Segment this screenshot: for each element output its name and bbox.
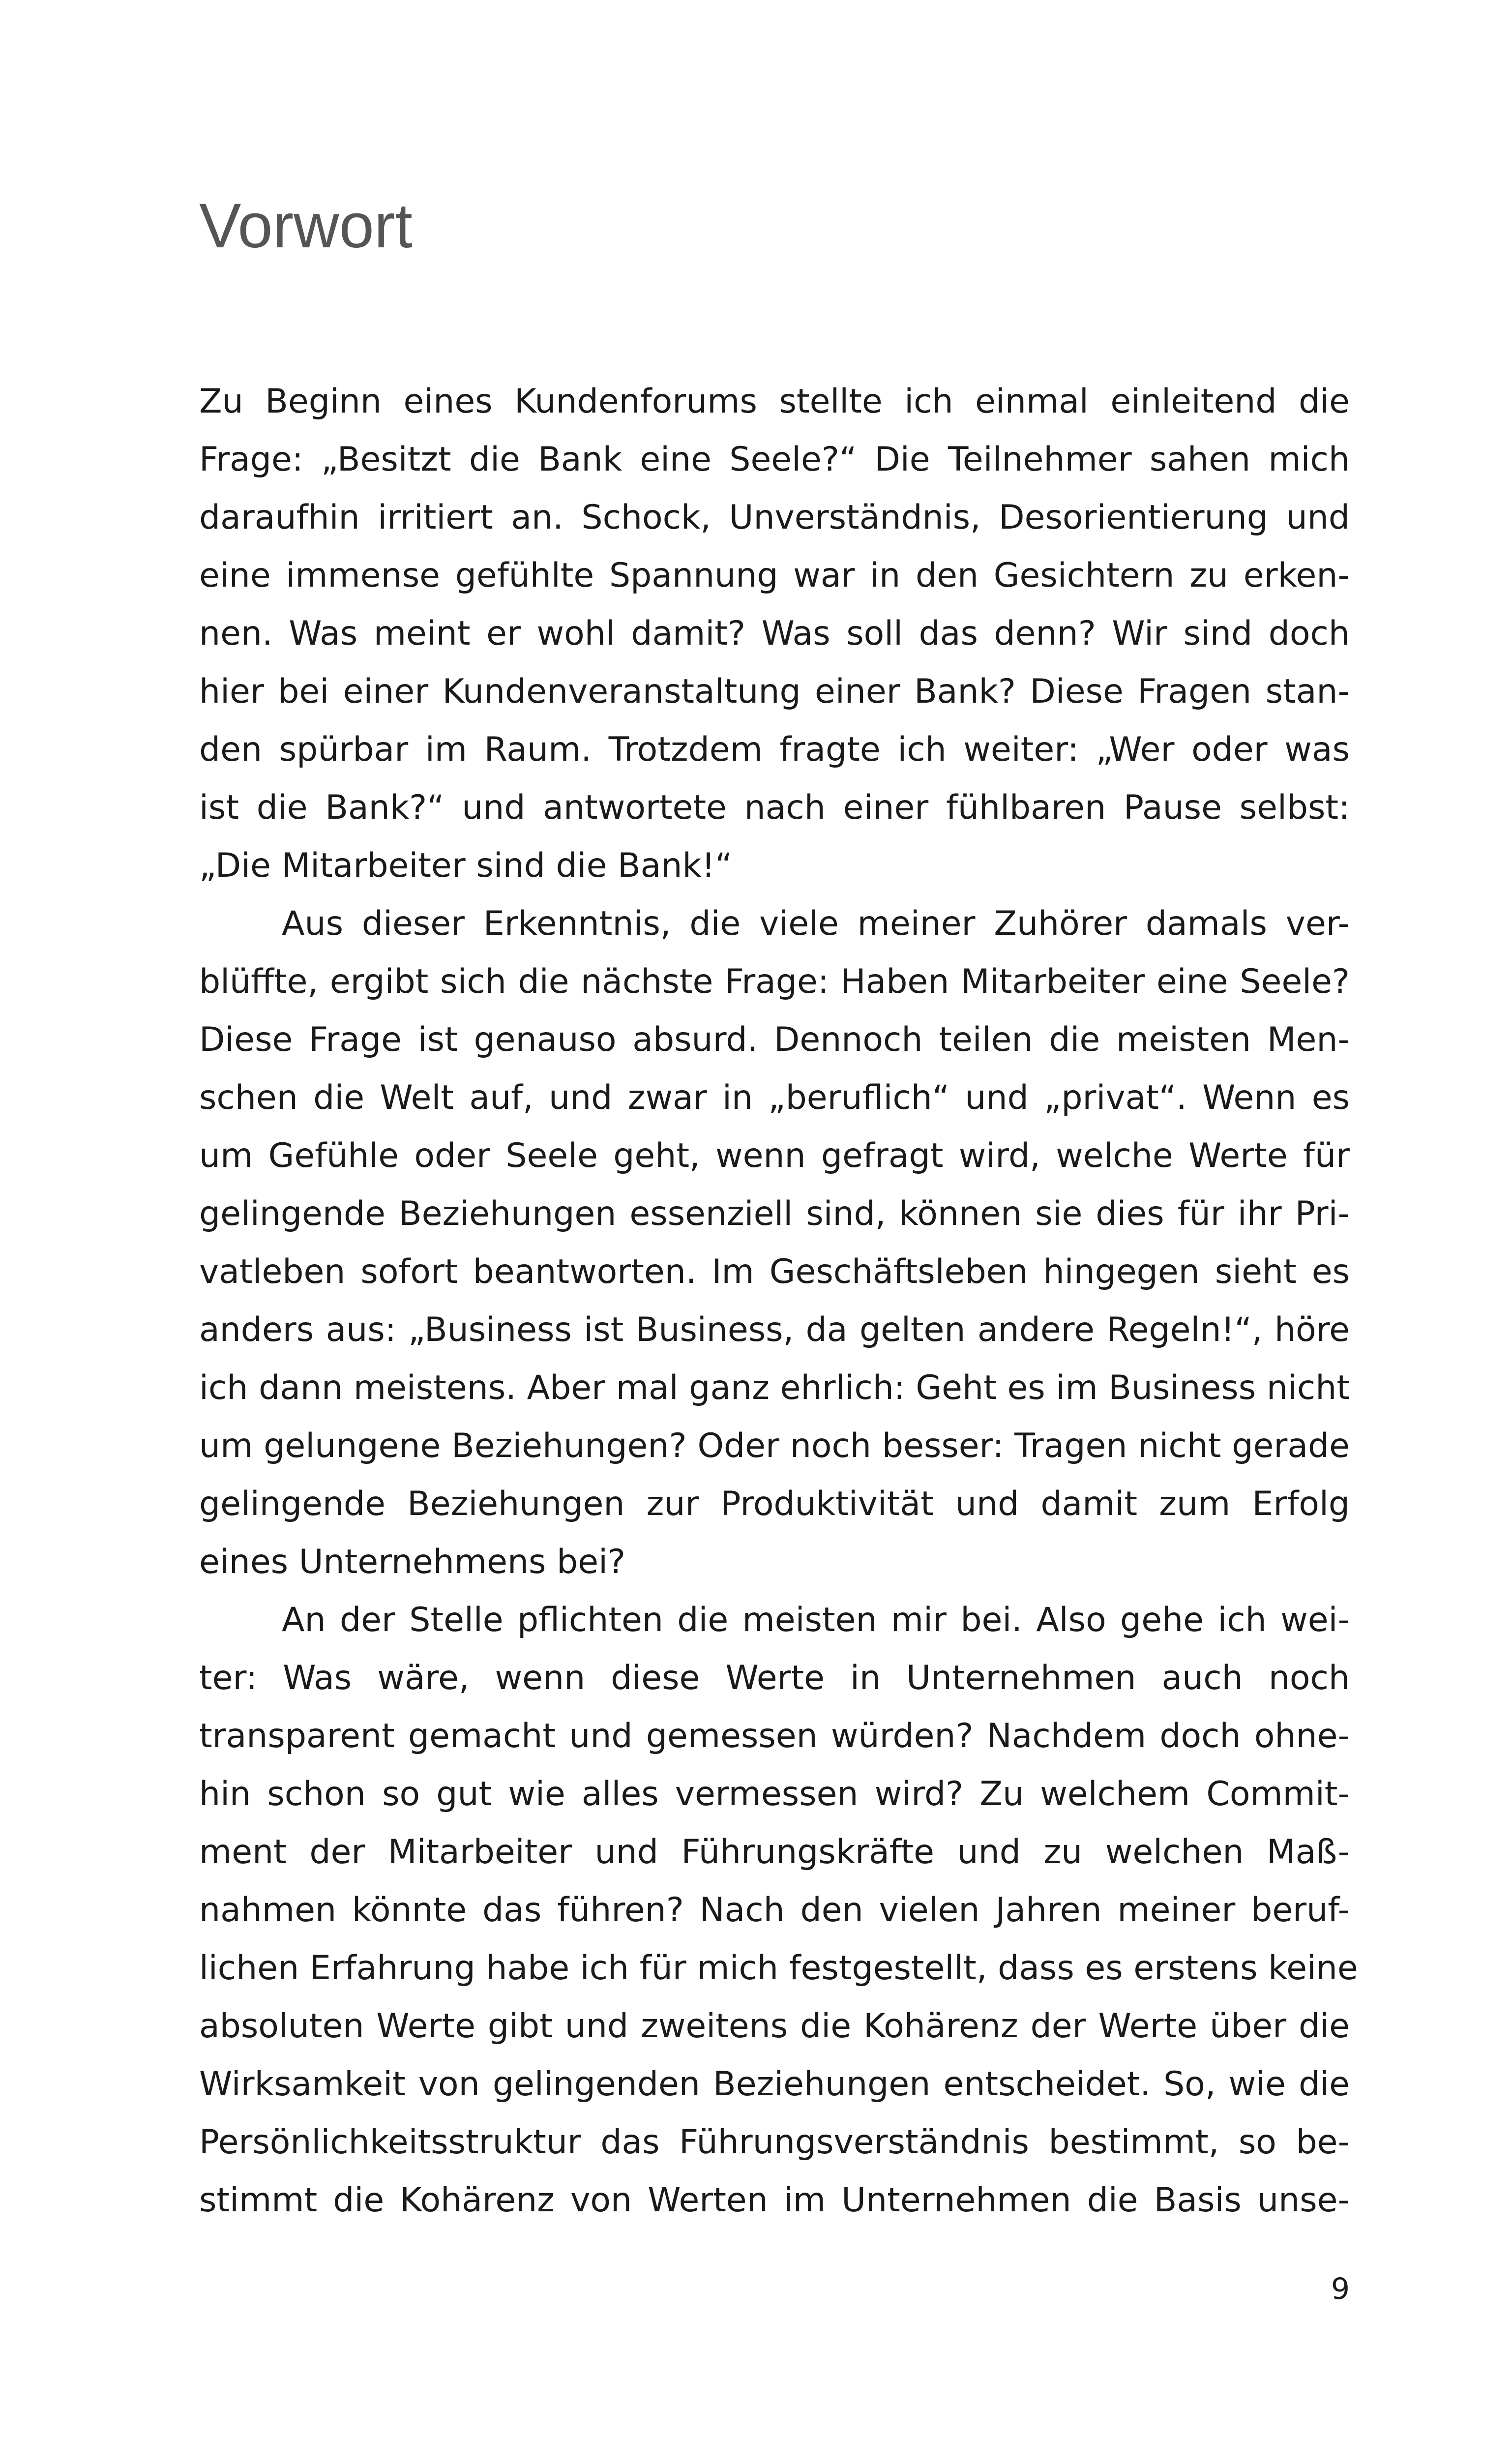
text-line: ist die Bank?“ und antwortete nach einer fühlbaren Pause selbst: [199,788,1350,827]
text-line: anders aus: „Business ist Business, da gelten andere Regeln!“, höre [199,1310,1350,1349]
text-line: ter: Was wäre, wenn diese Werte in Unternehmen auch noch [199,1659,1350,1697]
text-line: lichen Erfahrung habe ich für mich festgestellt, dass es erstens keine [199,1949,1358,1988]
text-line: Persönlichkeitsstruktur das Führungsverständnis bestimmt, so be- [199,2123,1350,2162]
text-line: den spürbar im Raum. Trotzdem fragte ich weiter: „Wer oder was [199,730,1350,769]
text-line: schen die Welt auf, und zwar in „beruflich“ und „privat“. Wenn es [199,1078,1350,1117]
text-line: Zu Beginn eines Kundenforums stellte ich einmal einleitend die [199,382,1350,421]
text-line: stimmt die Kohärenz von Werten im Unternehmen die Basis unse- [199,2181,1350,2220]
text-line: absoluten Werte gibt und zweitens die Kohärenz der Werte über die [199,2007,1350,2046]
text-line: nahmen könnte das führen? Nach den vielen Jahren meiner beruf- [199,1891,1350,1930]
text-line: Frage: „Besitzt die Bank eine Seele?“ Die Teilnehmer sahen mich [199,440,1350,479]
text-line: vatleben sofort beantworten. Im Geschäftsleben hingegen sieht es [199,1252,1350,1291]
paragraph-3 [199,1591,1358,2230]
text-line: eines Unternehmens bei? [199,1543,626,1581]
text-line: transparent gemacht und gemessen würden? Nachdem doch ohne- [199,1717,1350,1755]
text-line: blüffte, ergibt sich die nächste Frage: Haben Mitarbeiter eine Seele? [199,962,1350,1001]
text-line: „Die Mitarbeiter sind die Bank!“ [199,846,733,885]
paragraph-2 [199,895,1350,1591]
text-line: daraufhin irritiert an. Schock, Unverständnis, Desorientierung und [199,498,1350,537]
text-line: um Gefühle oder Seele geht, wenn gefragt wird, welche Werte für [199,1136,1350,1175]
chapter-heading: Vorwort [199,191,413,261]
text-line: gelingende Beziehungen zur Produktivität und damit zum Erfolg [199,1485,1350,1523]
text-line: eine immense gefühlte Spannung war in den Gesichtern zu erken- [199,556,1350,595]
text-line: hin schon so gut wie alles vermessen wird? Zu welchem Commit- [199,1775,1350,1814]
paragraph-1 [199,373,1350,895]
text-line: Aus dieser Erkenntnis, die viele meiner Zuhörer damals ver- [282,904,1350,943]
text-line: Diese Frage ist genauso absurd. Dennoch teilen die meisten Men- [199,1020,1350,1059]
text-line: nen. Was meint er wohl damit? Was soll das denn? Wir sind doch [199,614,1350,653]
text-line: ich dann meistens. Aber mal ganz ehrlich: Geht es im Business nicht [199,1368,1350,1407]
text-line: um gelungene Beziehungen? Oder noch besser: Tragen nicht gerade [199,1427,1350,1465]
text-line: ment der Mitarbeiter und Führungskräfte und zu welchen Maß- [199,1833,1350,1872]
page-number: 9 [1331,2272,1350,2306]
text-line: An der Stelle pflichten die meisten mir bei. Also gehe ich wei- [282,1601,1350,1639]
body-text [199,373,1358,2230]
text-line: gelingende Beziehungen essenziell sind, können sie dies für ihr Pri- [199,1194,1350,1233]
text-line: hier bei einer Kundenveranstaltung einer Bank? Diese Fragen stan- [199,672,1350,711]
text-line: Wirksamkeit von gelingenden Beziehungen entscheidet. So, wie die [199,2065,1350,2104]
